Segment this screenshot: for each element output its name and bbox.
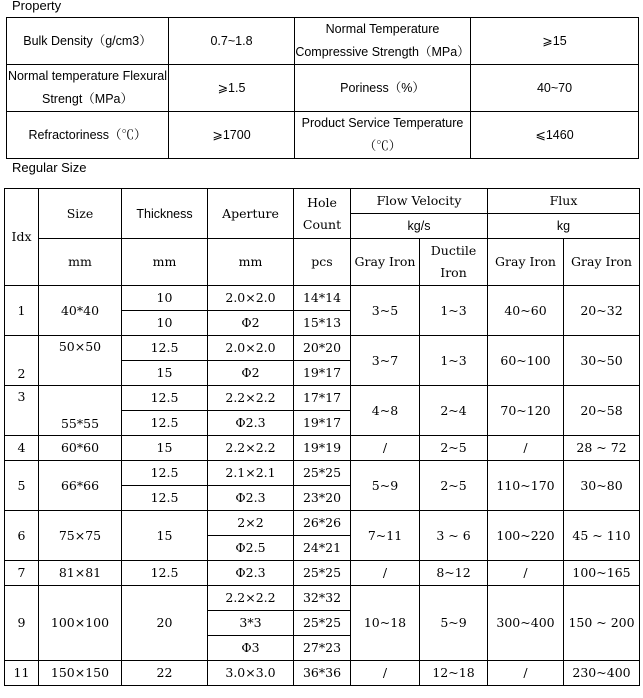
table-row [5,461,640,486]
header-aperture-unit: mm [208,239,294,286]
header-size: Size [39,189,122,239]
table-row [5,661,640,686]
header-hole-count: Hole Count [294,189,351,239]
property-name: Product Service Temperature（℃） [295,112,471,159]
property-name: Normal temperature Flexural Strengt（MPa） [7,65,169,112]
cell-idx: 9 [5,586,39,661]
header-thickness-unit: mm [122,239,208,286]
cell-size: 100×100 [39,586,122,661]
cell-flow-gray: 3~5 [351,286,420,336]
cell-flow-ductile: 2~4 [420,386,488,436]
cell-size-text: 50×50 [58,339,102,354]
cell-aperture: 3*3 [208,611,294,636]
cell-aperture: 3.0×3.0 [208,661,294,686]
cell-size [39,386,122,436]
cell-flow-ductile: 1~3 [420,336,488,386]
cell-flux-gray-2: 20~32 [564,286,640,336]
cell-hole-count: 24*21 [294,536,351,561]
cell-hole-count: 25*25 [294,561,351,586]
property-value: 0.7~1.8 [169,18,295,65]
cell-hole-count: 15*13 [294,311,351,336]
cell-aperture: 2.0×2.0 [208,286,294,311]
property-value: ⩾1700 [169,112,295,159]
property-heading: Property [12,0,62,13]
cell-idx: 5 [5,461,39,511]
cell-flux-gray-2: 150 ~ 200 [564,586,640,661]
cell-flow-gray: / [351,561,420,586]
table-row [5,436,640,461]
cell-flux-gray-2: 45 ~ 110 [564,511,640,561]
cell-flux-gray-1: 100~220 [488,511,564,561]
cell-flow-ductile: 8~12 [420,561,488,586]
cell-flux-gray-1: / [488,436,564,461]
cell-aperture: 2.2×2.2 [208,386,294,411]
cell-hole-count: 17*17 [294,386,351,411]
table-row [5,336,640,361]
cell-flow-ductile: 2~5 [420,461,488,511]
cell-idx: 4 [5,436,39,461]
cell-idx: 1 [5,286,39,336]
cell-flow-gray: 5~9 [351,461,420,511]
cell-size [39,336,122,386]
table-row [5,511,640,536]
cell-thickness: 12.5 [122,386,208,411]
cell-flux-gray-1: 70~120 [488,386,564,436]
table-row [5,286,640,311]
cell-aperture: Φ2.3 [208,486,294,511]
cell-hole-count: 36*36 [294,661,351,686]
cell-hole-count: 23*20 [294,486,351,511]
cell-flow-gray: 7~11 [351,511,420,561]
cell-flux-gray-1: 40~60 [488,286,564,336]
cell-thickness: 12.5 [122,336,208,361]
cell-hole-count: 19*17 [294,361,351,386]
property-name: Refractoriness（℃） [7,112,169,159]
cell-flow-gray: / [351,436,420,461]
cell-size: 75×75 [39,511,122,561]
cell-hole-count: 20*20 [294,336,351,361]
cell-flow-ductile: 5~9 [420,586,488,661]
header-flow-ductile-iron: Ductile Iron [420,239,488,286]
cell-thickness: 10 [122,311,208,336]
cell-hole-count: 25*25 [294,611,351,636]
cell-thickness: 10 [122,286,208,311]
cell-aperture: Φ3 [208,636,294,661]
regular-size-heading: Regular Size [12,160,87,175]
cell-flux-gray-2: 30~50 [564,336,640,386]
cell-aperture: 2×2 [208,511,294,536]
header-flow-gray-iron: Gray Iron [351,239,420,286]
cell-flux-gray-1: / [488,661,564,686]
table-row [5,386,640,411]
header-hole-unit: pcs [294,239,351,286]
cell-idx: 7 [5,561,39,586]
header-flow-velocity: Flow Velocity [351,189,488,214]
property-table [6,17,639,159]
cell-thickness: 15 [122,511,208,561]
table-row [5,561,640,586]
cell-flux-gray-1: 110~170 [488,461,564,511]
cell-idx-text: 2 [17,366,26,381]
cell-flow-ductile: 2~5 [420,436,488,461]
cell-hole-count: 25*25 [294,461,351,486]
cell-thickness: 15 [122,361,208,386]
cell-flow-ductile: 12~18 [420,661,488,686]
cell-thickness: 12.5 [122,461,208,486]
property-value: ⩾15 [471,18,639,65]
cell-aperture: 2.0×2.0 [208,336,294,361]
cell-hole-count: 19*17 [294,411,351,436]
cell-flux-gray-2: 28 ~ 72 [564,436,640,461]
cell-aperture: Φ2.3 [208,411,294,436]
cell-flow-gray: / [351,661,420,686]
cell-hole-count: 27*23 [294,636,351,661]
cell-thickness: 12.5 [122,486,208,511]
cell-idx: 11 [5,661,39,686]
header-idx: Idx [5,189,39,286]
cell-flow-gray: 10~18 [351,586,420,661]
cell-hole-count: 19*19 [294,436,351,461]
header-thickness: Thickness [122,189,208,239]
cell-aperture: 2.2×2.2 [208,586,294,611]
regular-size-table [4,188,640,686]
header-aperture: Aperture [208,189,294,239]
cell-size-text: 55*55 [60,416,100,431]
cell-flow-ductile: 1~3 [420,286,488,336]
cell-hole-count: 26*26 [294,511,351,536]
header-flux: Flux [488,189,640,214]
cell-thickness: 12.5 [122,561,208,586]
cell-size: 60*60 [39,436,122,461]
property-name: Normal Temperature Compressive Strength（MPa） [295,18,471,65]
header-size-unit: mm [39,239,122,286]
cell-size: 40*40 [39,286,122,336]
property-row [7,112,639,159]
header-flux-gray-iron: Gray Iron [488,239,564,286]
property-name: Poriness（%） [295,65,471,112]
cell-idx: 6 [5,511,39,561]
cell-flux-gray-1: / [488,561,564,586]
cell-thickness: 12.5 [122,411,208,436]
cell-thickness: 22 [122,661,208,686]
cell-flux-gray-2: 30~80 [564,461,640,511]
cell-flow-ductile: 3 ~ 6 [420,511,488,561]
cell-idx [5,336,39,386]
cell-aperture: Φ2.5 [208,536,294,561]
cell-size: 66*66 [39,461,122,511]
cell-aperture: 2.1×2.1 [208,461,294,486]
cell-thickness: 20 [122,586,208,661]
cell-hole-count: 14*14 [294,286,351,311]
cell-flux-gray-1: 60~100 [488,336,564,386]
property-value: ⩽1460 [471,112,639,159]
cell-flow-gray: 4~8 [351,386,420,436]
header-flux-unit: kg [488,214,640,239]
cell-flux-gray-2: 100~165 [564,561,640,586]
cell-flow-gray: 3~7 [351,336,420,386]
cell-hole-count: 32*32 [294,586,351,611]
property-value: 40~70 [471,65,639,112]
cell-thickness: 15 [122,436,208,461]
property-row [7,65,639,112]
property-value: ⩾1.5 [169,65,295,112]
cell-aperture: 2.2×2.2 [208,436,294,461]
cell-flux-gray-2: 20~58 [564,386,640,436]
cell-aperture: Φ2 [208,361,294,386]
header-flux-gray-iron-2: Gray Iron [564,239,640,286]
property-name: Bulk Density（g/cm3） [7,18,169,65]
header-flow-unit: kg/s [351,214,488,239]
cell-idx-text: 3 [17,389,26,404]
property-row [7,18,639,65]
cell-size: 150×150 [39,661,122,686]
cell-aperture: Φ2 [208,311,294,336]
cell-aperture: Φ2.3 [208,561,294,586]
cell-size: 81×81 [39,561,122,586]
cell-idx [5,386,39,436]
cell-flux-gray-2: 230~400 [564,661,640,686]
table-row [5,586,640,611]
cell-flux-gray-1: 300~400 [488,586,564,661]
